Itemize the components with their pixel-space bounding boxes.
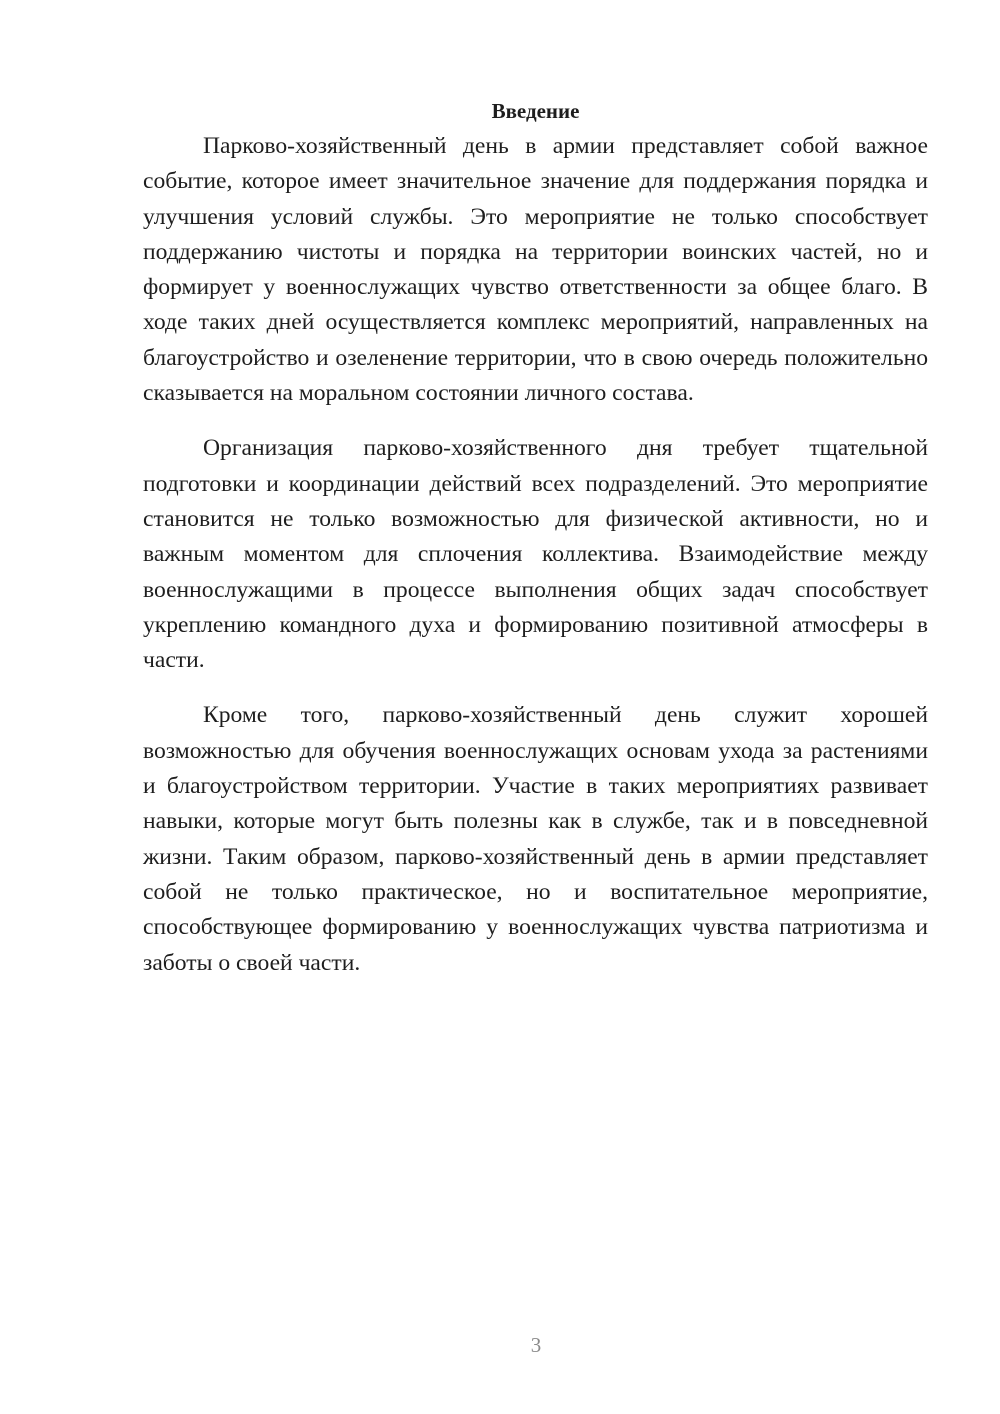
paragraph-1: Парково-хозяйственный день в армии представляет собой важное событие, которое имеет значительное значение для поддержания порядка и улучшения условий службы. Это мероприятие не только способствует поддержанию чистоты и порядка на территории воинских частей, но и формирует у военнослужащих чувство ответственности за общее благо. В ходе таких дней осуществляется комплекс мероприятий, направленных на благоустройство и озеленение территории, что в свою очередь положительно сказывается на моральном состоянии личного состава. [143,133,928,407]
page-number: 3 [530,1333,542,1357]
paragraph-3: Кроме того, парково-хозяйственный день служит хорошей возможностью для обучения военнослужащих основам ухода за растениями и благоустройством территории. Участие в таких мероприятиях развивает навыки, которые могут быть полезны как в службе, так и в повседневной жизни. Таким образом, парково-хозяйственный день в армии представляет собой не только практическое, но и воспитательное мероприятие, способствующее формированию у военнослужащих чувства патриотизма и заботы о своей части. [143,702,928,976]
page-content [143,96,928,981]
page-title: Введение [491,99,580,123]
paragraph-2: Организация парково-хозяйственного дня требует тщательной подготовки и координации действий всех подразделений. Это мероприятие становится не только возможностью для физической активности, но и важным моментом для сплочения коллектива. Взаимодействие между военнослужащими в процессе выполнения общих задач способствует укреплению командного духа и формированию позитивной атмосферы в части. [143,435,928,674]
